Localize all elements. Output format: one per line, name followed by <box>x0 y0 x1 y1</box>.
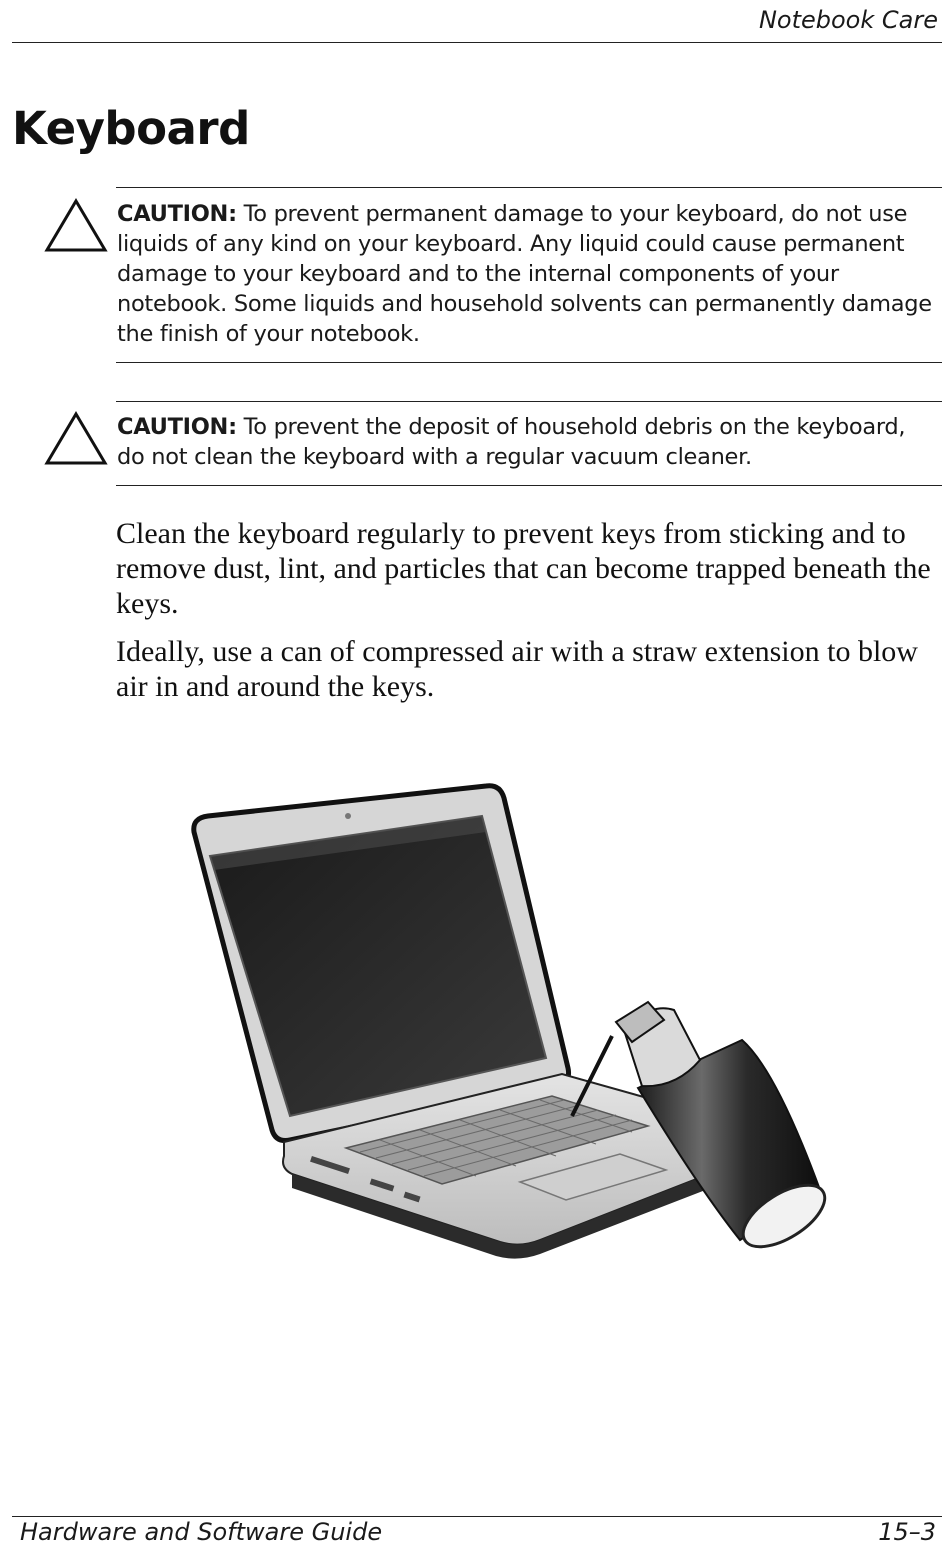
page-title: Keyboard <box>12 102 250 155</box>
footer-rule <box>12 1516 942 1517</box>
caution-triangle-icon <box>44 198 108 254</box>
caution-body: To prevent the deposit of household debris on the keyboard, do not clean the keyboard with a regular vacuum cleaner. <box>117 414 906 470</box>
body-paragraph-2: Ideally, use a can of compressed air with a straw extension to blow air in and around the keys. <box>116 635 918 703</box>
caution-top-rule <box>116 401 942 402</box>
caution-text <box>117 412 936 472</box>
caution-body: To prevent permanent damage to your keyboard, do not use liquids of any kind on your keyboard. Any liquid could cause permanent damage to your keyboard and to the internal components of your notebook. Some liquids and household solvents can permanently damage the finish of your notebook. <box>117 201 932 347</box>
footer-page-number: 15–3 <box>878 1518 936 1546</box>
header-rule <box>12 42 942 43</box>
caution-label: CAUTION: <box>117 201 237 227</box>
caution-bottom-rule <box>116 362 942 363</box>
footer-guide-title: Hardware and Software Guide <box>20 1518 383 1546</box>
header-chapter-title: Notebook Care <box>758 6 938 34</box>
body-paragraph-1: Clean the keyboard regularly to prevent keys from sticking and to remove dust, lint, and particles that can become trapped beneath the keys. <box>116 517 931 620</box>
caution-triangle-icon <box>44 411 108 467</box>
caution-top-rule <box>116 187 942 188</box>
laptop-drawing <box>194 786 778 1259</box>
caution-text <box>117 199 936 349</box>
laptop-compressed-air-illustration <box>180 770 840 1270</box>
caution-label: CAUTION: <box>117 414 237 440</box>
caution-bottom-rule <box>116 485 942 486</box>
